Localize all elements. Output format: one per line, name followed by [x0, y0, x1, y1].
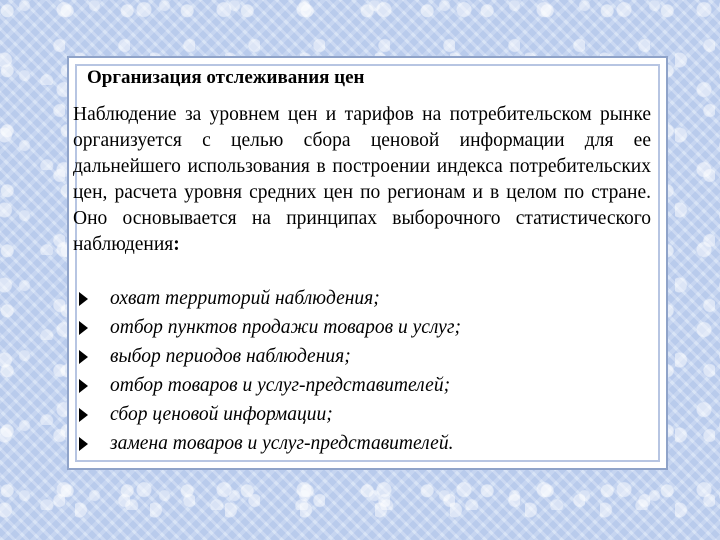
- list-item-text: охват территорий наблюдения;: [110, 287, 380, 309]
- bullet-arrow-icon: [79, 408, 88, 422]
- body-paragraph-colon: :: [173, 234, 180, 255]
- list-item: [73, 284, 651, 313]
- list-item-text: отбор пунктов продажи товаров и услуг;: [110, 316, 461, 338]
- list-item: [73, 313, 651, 342]
- list-item-text: выбор периодов наблюдения;: [110, 345, 351, 367]
- slide-title: Организация отслеживания цен: [87, 67, 365, 88]
- bullet-arrow-icon: [79, 292, 88, 306]
- list-item-text: сбор ценовой информации;: [110, 403, 333, 425]
- list-item-text: отбор товаров и услуг-представителей;: [110, 374, 451, 396]
- list-item: [73, 400, 651, 429]
- bullet-arrow-icon: [79, 379, 88, 393]
- bullet-arrow-icon: [79, 437, 88, 451]
- list-item: [73, 429, 651, 458]
- content-frame: [67, 56, 668, 470]
- bullet-arrow-icon: [79, 321, 88, 335]
- list-item: [73, 371, 651, 400]
- list-item-text: замена товаров и услуг-представителей.: [110, 432, 454, 454]
- bullet-arrow-icon: [79, 350, 88, 364]
- body-paragraph-text: Наблюдение за уровнем цен и тарифов на потребительском рынке организуется с целью сбора ценовой информации для ее дальнейшего использования в построении индекса потребительских цен, расчета уровня средних цен по регионам и в целом по стране. Оно основывается на принципах выборочного статистического наблюдения: [73, 104, 651, 255]
- principles-list: [73, 284, 651, 458]
- list-item: [73, 342, 651, 371]
- body-paragraph: [73, 102, 651, 258]
